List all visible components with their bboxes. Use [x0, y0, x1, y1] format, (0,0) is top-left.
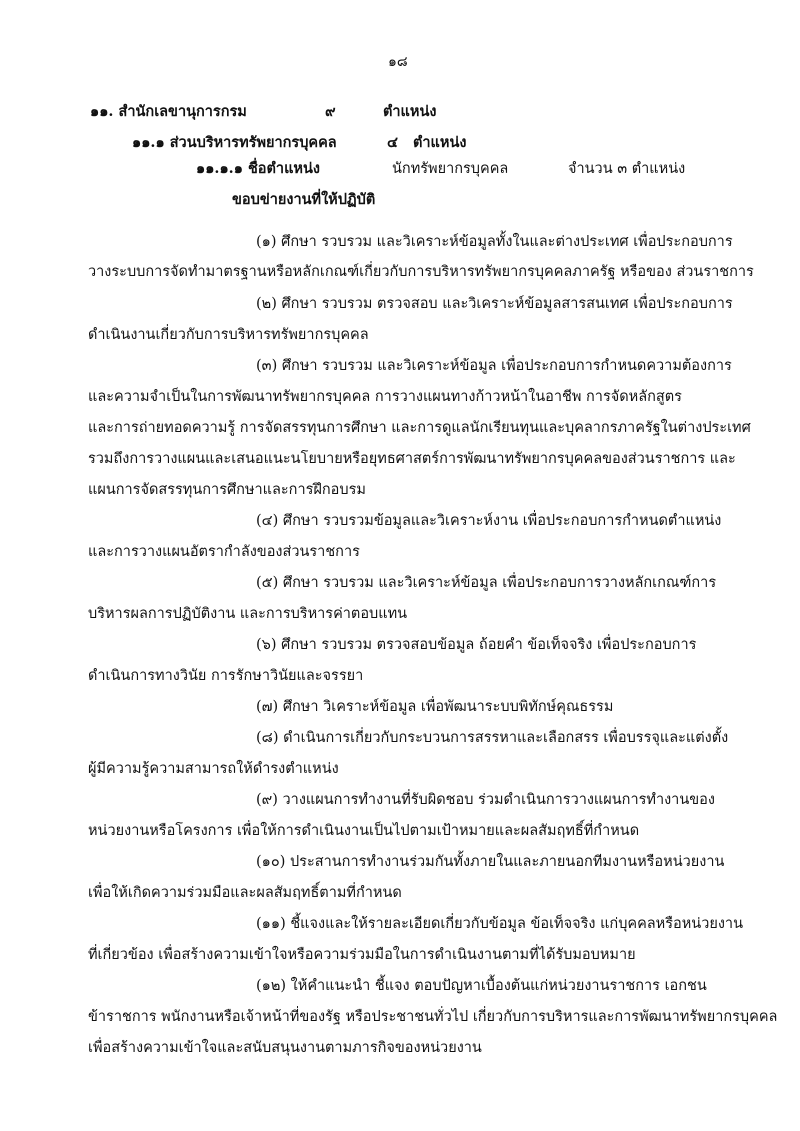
position-name: นักทรัพยากรบุคคล [392, 161, 509, 177]
body-line: (๕) ศึกษา รวบรวม และวิเคราะห์ข้อมูล เพื่อประกอบการวางหลักเกณฑ์การ [256, 575, 717, 591]
body-line: (๓) ศึกษา รวบรวม และวิเคราะห์ข้อมูล เพื่อประกอบการกำหนดความต้องการ [256, 358, 732, 374]
body-line: วางระบบการจัดทำมาตรฐานหรือหลักเกณฑ์เกี่ยวกับการบริหารทรัพยากรบุคคลภาครัฐ หรือของ ส่วนราชการ [88, 264, 754, 280]
division-heading: ๑๑.๑ ส่วนบริหารทรัพยากรบุคคล [132, 134, 337, 151]
division-count: ๔ [387, 134, 398, 151]
body-line: และความจำเป็นในการพัฒนาทรัพยากรบุคคล การวางแผนทางก้าวหน้าในอาชีพ การจัดหลักสูตร [88, 389, 682, 405]
body-line: (๗) ศึกษา วิเคราะห์ข้อมูล เพื่อพัฒนาระบบพิทักษ์คุณธรรม [256, 699, 614, 715]
body-line: รวมถึงการวางแผนและเสนอแนะนโยบายหรือยุทธศาสตร์การพัฒนาทรัพยากรบุคคลของส่วนราชการ และ [88, 451, 736, 467]
body-line: เพื่อสร้างความเข้าใจและสนับสนุนงานตามภารกิจของหน่วยงาน [88, 1040, 482, 1056]
body-line: ที่เกี่ยวข้อง เพื่อสร้างความเข้าใจหรือความร่วมมือในการดำเนินงานตามที่ได้รับมอบหมาย [88, 947, 636, 963]
body-line: (๒) ศึกษา รวบรวม ตรวจสอบ และวิเคราะห์ข้อมูลสารสนเทศ เพื่อประกอบการ [256, 296, 733, 312]
body-line: ข้าราชการ พนักงานหรือเจ้าหน้าที่ของรัฐ หรือประชาชนทั่วไป เกี่ยวกับการบริหารและการพัฒนาทรัพยากรบุคคล [88, 1009, 778, 1025]
office-unit: ตำแหน่ง [383, 103, 437, 120]
body-line: เพื่อให้เกิดความร่วมมือและผลสัมฤทธิ์ตามที่กำหนด [88, 885, 402, 901]
body-line: (๙) วางแผนการทำงานที่รับผิดชอบ ร่วมดำเนินการวางแผนการทำงานของ [256, 792, 715, 808]
body-line: และการวางแผนอัตรากำลังของส่วนราชการ [88, 544, 360, 560]
body-line: (๑๑) ชี้แจงและให้รายละเอียดเกี่ยวกับข้อมูล ข้อเท็จจริง แก่บุคคลหรือหน่วยงาน [256, 916, 743, 932]
body-line: หน่วยงานหรือโครงการ เพื่อให้การดำเนินงานเป็นไปตามเป้าหมายและผลสัมฤทธิ์ที่กำหนด [88, 823, 640, 839]
page-number: ๑๘ [388, 54, 408, 70]
position-label: ๑๑.๑.๑ ชื่อตำแหน่ง [196, 160, 320, 177]
body-line: (๑๐) ประสานการทำงานร่วมกันทั้งภายในและภายนอกทีมงานหรือหน่วยงาน [256, 854, 725, 870]
body-line: ดำเนินงานเกี่ยวกับการบริหารทรัพยากรบุคคล [88, 327, 369, 343]
body-line: (๑) ศึกษา รวบรวม และวิเคราะห์ข้อมูลทั้งในและต่างประเทศ เพื่อประกอบการ [256, 234, 733, 250]
scope-title: ขอบข่ายงานที่ให้ปฏิบัติ [232, 191, 376, 208]
position-count: จำนวน ๓ ตำแหน่ง [568, 161, 686, 177]
body-line: (๔) ศึกษา รวบรวมข้อมูลและวิเคราะห์งาน เพื่อประกอบการกำหนดตำแหน่ง [256, 513, 722, 529]
office-heading: ๑๑. สำนักเลขานุการกรม [90, 103, 247, 120]
office-count: ๙ [325, 103, 336, 120]
body-line: บริหารผลการปฏิบัติงาน และการบริหารค่าตอบแทน [88, 606, 408, 622]
body-line: (๘) ดำเนินการเกี่ยวกับกระบวนการสรรหาและเลือกสรร เพื่อบรรจุและแต่งตั้ง [256, 730, 729, 746]
division-unit: ตำแหน่ง [413, 134, 467, 151]
body-line: (๑๒) ให้คำแนะนำ ชี้แจง ตอบปัญหาเบื้องต้นแก่หน่วยงานราชการ เอกชน [256, 978, 707, 994]
body-line: ผู้มีความรู้ความสามารถให้ดำรงตำแหน่ง [88, 761, 339, 777]
body-line: แผนการจัดสรรทุนการศึกษาและการฝึกอบรม [88, 482, 366, 498]
body-line: (๖) ศึกษา รวบรวม ตรวจสอบข้อมูล ถ้อยคำ ข้อเท็จจริง เพื่อประกอบการ [256, 637, 697, 653]
body-line: และการถ่ายทอดความรู้ การจัดสรรทุนการศึกษา และการดูแลนักเรียนทุนและบุคลากรภาครัฐในต่างประเทศ [88, 420, 751, 436]
body-line: ดำเนินการทางวินัย การรักษาวินัยและจรรยา [88, 668, 364, 684]
